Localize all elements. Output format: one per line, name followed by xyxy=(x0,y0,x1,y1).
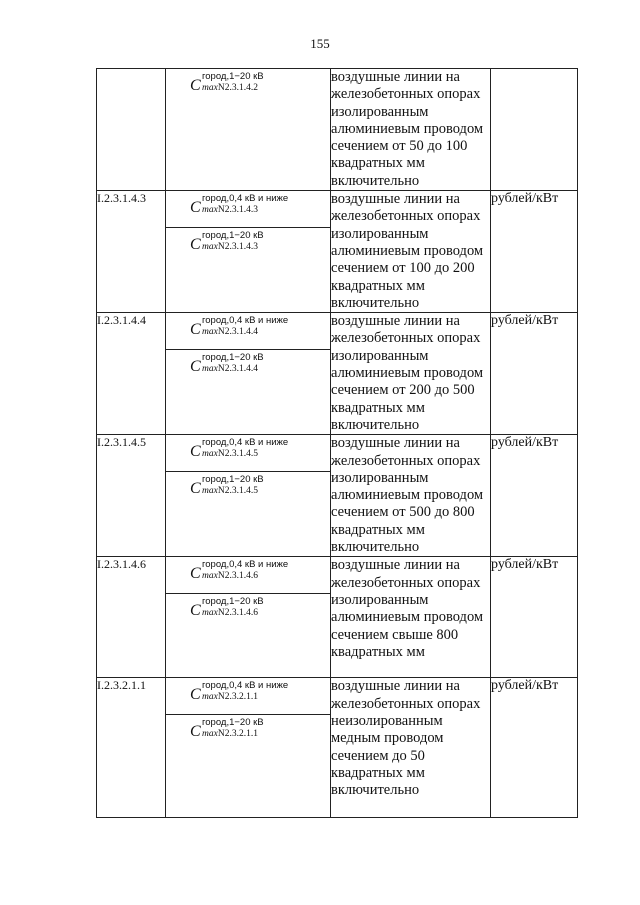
formula-subscript-max: max xyxy=(202,571,218,582)
row-code: I.2.3.1.4.4 xyxy=(97,313,166,435)
formula-symbol: C xyxy=(190,723,201,741)
rate-formula xyxy=(166,678,330,715)
table-row xyxy=(97,678,578,818)
table-row xyxy=(97,191,578,313)
formula-cell xyxy=(166,191,331,313)
row-unit: рублей/кВт xyxy=(491,313,578,435)
formula-symbol: C xyxy=(190,686,201,704)
formula-symbol: C xyxy=(190,565,201,583)
row-unit: рублей/кВт xyxy=(491,191,578,313)
formula-symbol: C xyxy=(190,199,201,217)
formula-subscript-max: max xyxy=(202,205,218,216)
formula-subscript xyxy=(202,205,258,215)
row-code: I.2.3.1.4.6 xyxy=(97,557,166,678)
rate-formula xyxy=(166,228,330,266)
formula-subscript-index: N2.3.1.4.4 xyxy=(217,327,258,338)
formula-subscript-index: N2.3.1.4.5 xyxy=(217,449,258,460)
formula-subscript-max: max xyxy=(202,364,218,375)
formula-cell xyxy=(166,678,331,818)
formula-superscript: город,1−20 кВ xyxy=(202,230,264,242)
tariff-table xyxy=(96,68,578,818)
formula-subscript xyxy=(202,83,258,93)
page-number: 155 xyxy=(310,36,330,51)
formula-superscript: город,0,4 кВ и ниже xyxy=(202,315,289,327)
formula-subscript-max: max xyxy=(202,608,218,619)
row-description: воздушные линии на железобетонных опорах изолированным алюминиевым проводом сечением от 200 до 500 квадратных мм включительно xyxy=(331,313,491,435)
formula-subscript-index: N2.3.2.1.1 xyxy=(217,692,258,703)
formula-subscript-index: N2.3.1.4.5 xyxy=(217,486,258,497)
formula-subscript xyxy=(202,729,258,739)
formula-superscript: город,1−20 кВ xyxy=(202,71,264,82)
formula-subscript xyxy=(202,242,258,252)
rate-formula xyxy=(166,715,330,753)
row-code: I.2.3.1.4.3 xyxy=(97,191,166,313)
row-code: I.2.3.2.1.1 xyxy=(97,678,166,818)
row-unit: рублей/кВт xyxy=(491,435,578,557)
formula-superscript: город,1−20 кВ xyxy=(202,474,264,486)
row-code xyxy=(97,69,166,191)
formula-subscript-max: max xyxy=(202,692,218,703)
formula-subscript-index: N2.3.1.4.3 xyxy=(217,242,258,253)
formula-subscript-index: N2.3.2.1.1 xyxy=(217,729,258,740)
formula-subscript-index: N2.3.1.4.3 xyxy=(217,205,258,216)
formula-subscript xyxy=(202,486,258,496)
row-description: воздушные линии на железобетонных опорах изолированным алюминиевым проводом сечением от 500 до 800 квадратных мм включительно xyxy=(331,435,491,557)
row-description: воздушные линии на железобетонных опорах изолированным алюминиевым проводом сечением от 100 до 200 квадратных мм включительно xyxy=(331,191,491,313)
formula-symbol: C xyxy=(190,443,201,461)
formula-subscript-index: N2.3.1.4.6 xyxy=(217,571,258,582)
formula-subscript xyxy=(202,571,258,581)
formula-subscript-max: max xyxy=(202,729,218,740)
formula-superscript: город,0,4 кВ и ниже xyxy=(202,680,289,692)
formula-superscript: город,0,4 кВ и ниже xyxy=(202,193,289,205)
formula-symbol: C xyxy=(190,602,201,620)
formula-subscript-max: max xyxy=(202,449,218,460)
formula-symbol: C xyxy=(190,77,201,94)
row-unit xyxy=(491,69,578,191)
table-row xyxy=(97,557,578,678)
formula-subscript xyxy=(202,692,258,702)
rate-formula xyxy=(166,313,330,350)
row-unit: рублей/кВт xyxy=(491,557,578,678)
formula-subscript-max: max xyxy=(202,242,218,253)
formula-superscript: город,1−20 кВ xyxy=(202,717,264,729)
table-row xyxy=(97,69,578,191)
table-body xyxy=(97,69,578,818)
formula-symbol: C xyxy=(190,480,201,498)
rate-formula xyxy=(166,350,330,388)
formula-superscript: город,1−20 кВ xyxy=(202,596,264,608)
formula-symbol: C xyxy=(190,358,201,376)
rate-formula xyxy=(166,557,330,594)
formula-cell xyxy=(166,313,331,435)
formula-subscript xyxy=(202,364,258,374)
row-description: воздушные линии на железобетонных опорах изолированным алюминиевым проводом сечением свыше 800 квадратных мм xyxy=(331,557,491,678)
row-description: воздушные линии на железобетонных опорах изолированным алюминиевым проводом сечением от 50 до 100 квадратных мм включительно xyxy=(331,69,491,191)
formula-subscript-index: N2.3.1.4.6 xyxy=(217,608,258,619)
formula-cell xyxy=(166,435,331,557)
formula-symbol: C xyxy=(190,321,201,339)
formula-cell xyxy=(166,69,331,191)
rate-formula xyxy=(166,594,330,632)
rate-formula xyxy=(166,191,330,228)
formula-subscript-max: max xyxy=(202,83,218,93)
formula-subscript-index: N2.3.1.4.2 xyxy=(217,83,258,93)
rate-formula xyxy=(166,472,330,510)
row-code: I.2.3.1.4.5 xyxy=(97,435,166,557)
formula-subscript-max: max xyxy=(202,327,218,338)
rate-formula xyxy=(166,435,330,472)
table-row xyxy=(97,313,578,435)
formula-superscript: город,0,4 кВ и ниже xyxy=(202,559,289,571)
formula-subscript-max: max xyxy=(202,486,218,497)
formula-superscript: город,0,4 кВ и ниже xyxy=(202,437,289,449)
formula-cell xyxy=(166,557,331,678)
row-description: воздушные линии на железобетонных опорах неизолированным медным проводом сечением до 50 квадратных мм включительно xyxy=(331,678,491,818)
formula-subscript xyxy=(202,327,258,337)
rate-formula xyxy=(166,69,330,107)
table-row xyxy=(97,435,578,557)
formula-superscript: город,1−20 кВ xyxy=(202,352,264,364)
formula-subscript-index: N2.3.1.4.4 xyxy=(217,364,258,375)
formula-subscript xyxy=(202,449,258,459)
formula-symbol: C xyxy=(190,236,201,254)
formula-subscript xyxy=(202,608,258,618)
row-unit: рублей/кВт xyxy=(491,678,578,818)
